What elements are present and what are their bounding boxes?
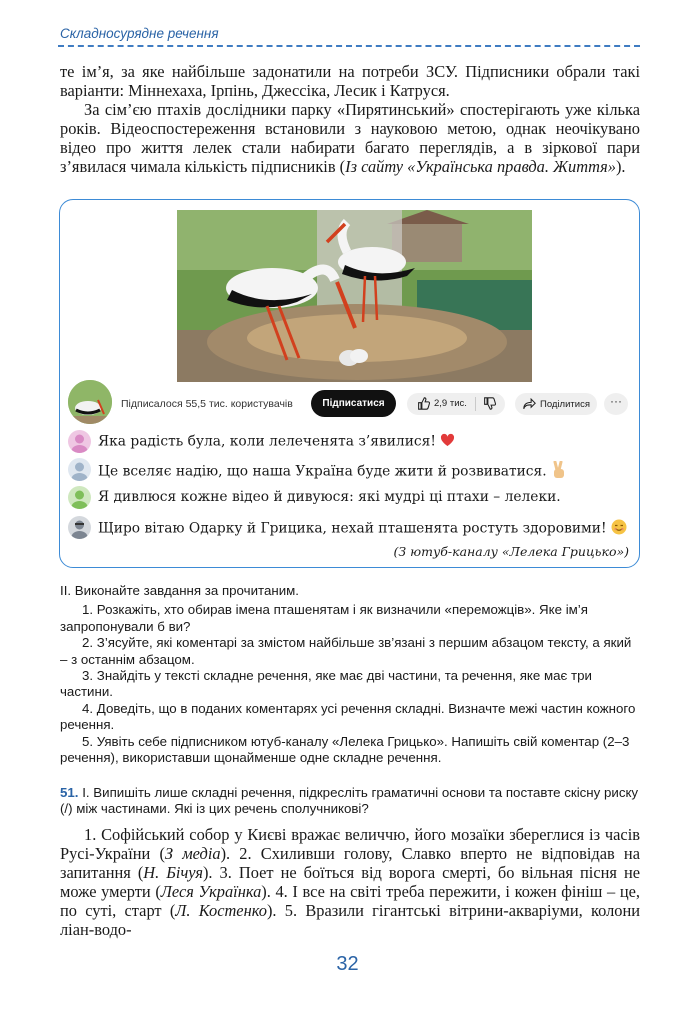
- exercise-sentences: 1. Софійський собор у Києві вражає величчю, його мозаїки збереглися із часів Русі-України (З медіа). 2. Схиливши голову, Славко вперто не відповідав на запитання (Н. Бічуя). 3. Поет не боїться від ворога смерті, бо вільная пісня не може умерти (Леся Українка). 4. І все на світі треба пережити, і кожен фініш – це, по суті, старт (Л. Костенко). 5. Вразили гігантські вітрини-акваріуми, колони ліан-водо-: [60, 825, 640, 939]
- page-number: 32: [336, 953, 359, 975]
- exercise-51-instruction: [60, 785, 640, 818]
- comment-text: Це вселяє надію, що наша Україна буде жити й розвиватися.: [98, 461, 567, 483]
- intro-text: [60, 62, 640, 176]
- like-count: 2,9 тис.: [434, 398, 467, 409]
- tasks-section: [60, 583, 640, 766]
- thumbs-down-icon: [483, 397, 496, 410]
- task-item: 4. Доведіть, що в поданих коментарях усі речення складні. Визначте межі частин кожного речення.: [60, 700, 636, 733]
- channel-avatar[interactable]: [68, 380, 112, 424]
- exercise-number: 51.: [60, 785, 79, 800]
- tasks-intro: ІІ. Виконайте завдання за прочитаним.: [60, 583, 299, 598]
- commenter-avatar: [68, 458, 91, 481]
- commenter-avatar: [68, 486, 91, 509]
- comment-text: Яка радість була, коли лелеченята з’явилися!: [98, 433, 455, 451]
- youtube-action-bar: [68, 380, 633, 426]
- intro-paragraph-1: те ім’я, за яке найбільше задонатили на потреби ЗСУ. Підписники обрали такі варіанти: Міннехаха, Ірпінь, Джессіка, Лесик і Катруся.: [60, 62, 640, 100]
- comment-text: Щиро вітаю Одарку й Грицика, нехай пташенята ростуть здоровими!: [98, 519, 627, 539]
- commenter-avatar: [68, 430, 91, 453]
- share-button[interactable]: [515, 393, 597, 415]
- thumbs-up-icon: [417, 397, 430, 410]
- task-item: 5. Уявіть себе підписником ютуб-каналу «Лелека Грицько». Напишіть свій коментар (2–3 речення), використавши щонайменше одне складне речення.: [60, 733, 630, 766]
- intro-source: Із сайту «Українська правда. Життя»: [345, 157, 616, 176]
- header-rule: [58, 45, 640, 47]
- share-arrow-icon: [523, 398, 536, 410]
- task-item: 1. Розкажіть, хто обирав імена пташенятам і як визначили «переможців». Яке ім’я запропонували б ви?: [60, 602, 588, 634]
- more-options-button[interactable]: ···: [604, 393, 628, 415]
- like-divider: [475, 397, 476, 411]
- subscriber-count: Підписалося 55,5 тис. користувачів: [121, 398, 293, 410]
- video-card: [59, 199, 640, 568]
- subscribe-button[interactable]: Підписатися: [311, 390, 396, 417]
- exercise-51-text: [60, 825, 640, 939]
- comment-item: [68, 515, 633, 541]
- like-dislike-group: [407, 393, 505, 415]
- heart-icon: [440, 433, 455, 451]
- share-label: Поділитися: [540, 398, 590, 410]
- commenter-avatar: [68, 516, 91, 539]
- task-item: 2. З’ясуйте, які коментарі за змістом найбільше зв’язані з першим абзацом тексту, а який – з останнім абзацом.: [60, 635, 632, 667]
- comment-item: [68, 457, 633, 483]
- dislike-button[interactable]: [483, 397, 496, 413]
- running-head: Складносурядне речення: [60, 26, 219, 41]
- exercise-instruction: І. Випишіть лише складні речення, підкресліть граматичні основи та поставте скісну риску (/) між частинами. Які із цих речень сполучникові?: [60, 785, 639, 817]
- comment-text: Я дивлюся кожне відео й дивуюся: які мудрі ці птахи – лелеки.: [98, 489, 561, 505]
- intro-paragraph-2: За сім’єю птахів дослідники парку «Пирятинський» спостерігають уже кілька років. Відеоспостереження встановили з науковою метою, однак неочікувано відео про життя лелек стали набирати багато переглядів, а в зіркової пари з’явилася чимала кількість підписників (Із сайту «Українська правда. Життя»).: [60, 100, 640, 176]
- victory-hand-icon: [551, 461, 567, 483]
- comments-source: (З ютуб-каналу «Лелека Грицько»): [393, 544, 629, 559]
- task-item: 3. Знайдіть у тексті складне речення, яке має дві частини, та речення, яке має три частини.: [60, 668, 592, 700]
- stork-nest-photo: [177, 210, 532, 382]
- like-button[interactable]: [417, 397, 467, 410]
- comment-item: [68, 485, 633, 511]
- smiling-face-icon: [611, 519, 627, 539]
- comment-item: [68, 429, 633, 455]
